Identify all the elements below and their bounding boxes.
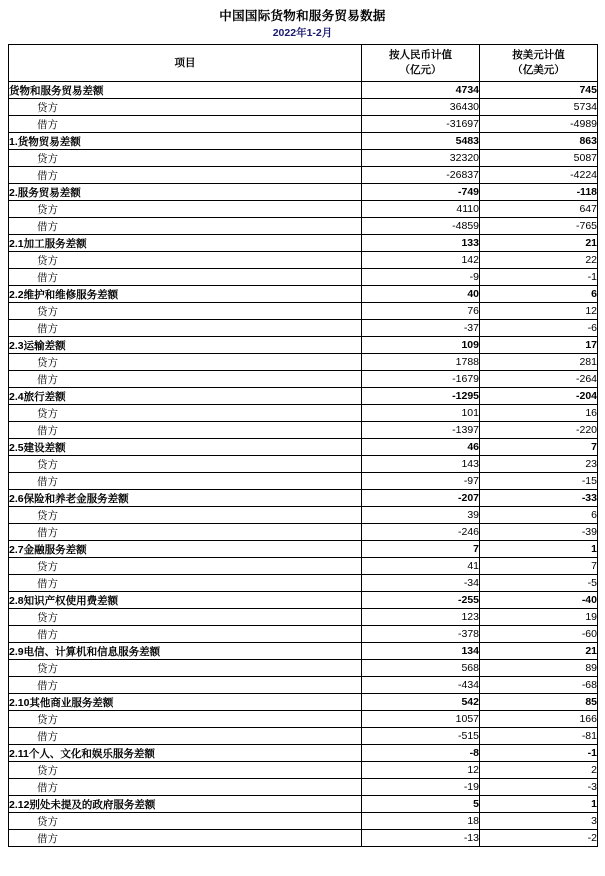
row-value-rmb: 18 xyxy=(362,813,480,830)
row-value-rmb: 109 xyxy=(362,337,480,354)
column-header-rmb-line1: 按人民币计值 xyxy=(389,49,452,61)
row-value-usd: -5 xyxy=(480,575,598,592)
row-value-usd: 2 xyxy=(480,762,598,779)
table-row xyxy=(9,201,598,218)
table-row xyxy=(9,473,598,490)
row-value-rmb: 12 xyxy=(362,762,480,779)
row-label: 2.1加工服务差额 xyxy=(9,235,362,252)
page-title: 中国国际货物和服务贸易数据 xyxy=(219,9,386,23)
row-value-rmb: -749 xyxy=(362,184,480,201)
row-value-rmb: -1295 xyxy=(362,388,480,405)
table-row xyxy=(9,235,598,252)
row-value-usd: -33 xyxy=(480,490,598,507)
row-label: 借方 xyxy=(9,575,362,592)
row-label: 借方 xyxy=(9,524,362,541)
row-value-usd: 6 xyxy=(480,507,598,524)
row-value-rmb: -378 xyxy=(362,626,480,643)
row-value-usd: 21 xyxy=(480,643,598,660)
table-row xyxy=(9,541,598,558)
row-label: 1.货物贸易差额 xyxy=(9,133,362,150)
row-value-usd: 3 xyxy=(480,813,598,830)
table-row xyxy=(9,643,598,660)
row-value-rmb: 5 xyxy=(362,796,480,813)
row-value-usd: -6 xyxy=(480,320,598,337)
row-label: 贷方 xyxy=(9,813,362,830)
row-value-usd: -4989 xyxy=(480,116,598,133)
row-value-usd: -1 xyxy=(480,269,598,286)
row-label: 借方 xyxy=(9,830,362,847)
row-value-usd: 1 xyxy=(480,796,598,813)
row-value-rmb: -246 xyxy=(362,524,480,541)
row-label: 借方 xyxy=(9,422,362,439)
row-label: 2.10其他商业服务差额 xyxy=(9,694,362,711)
row-value-usd: 863 xyxy=(480,133,598,150)
row-value-usd: -3 xyxy=(480,779,598,796)
column-header-item-label: 项目 xyxy=(174,56,196,69)
table-row xyxy=(9,116,598,133)
table-row xyxy=(9,575,598,592)
row-label: 贷方 xyxy=(9,609,362,626)
row-value-rmb: -1679 xyxy=(362,371,480,388)
table-row xyxy=(9,592,598,609)
row-value-usd: 22 xyxy=(480,252,598,269)
row-value-usd: -68 xyxy=(480,677,598,694)
table-row xyxy=(9,388,598,405)
row-value-rmb: -97 xyxy=(362,473,480,490)
row-value-usd: -81 xyxy=(480,728,598,745)
row-value-rmb: -1397 xyxy=(362,422,480,439)
row-label: 借方 xyxy=(9,677,362,694)
table-row xyxy=(9,796,598,813)
row-label: 借方 xyxy=(9,473,362,490)
row-label: 借方 xyxy=(9,371,362,388)
row-value-rmb: 32320 xyxy=(362,150,480,167)
table-row xyxy=(9,422,598,439)
row-value-rmb: -8 xyxy=(362,745,480,762)
table-row xyxy=(9,184,598,201)
row-label: 贷方 xyxy=(9,99,362,116)
row-value-usd: -118 xyxy=(480,184,598,201)
row-value-rmb: -434 xyxy=(362,677,480,694)
row-label: 2.6保险和养老金服务差额 xyxy=(9,490,362,507)
row-value-rmb: -26837 xyxy=(362,167,480,184)
row-value-rmb: -4859 xyxy=(362,218,480,235)
row-label: 借方 xyxy=(9,728,362,745)
row-label: 2.2维护和维修服务差额 xyxy=(9,286,362,303)
row-value-usd: 745 xyxy=(480,82,598,99)
row-label: 贷方 xyxy=(9,660,362,677)
row-value-usd: 89 xyxy=(480,660,598,677)
row-value-usd: -15 xyxy=(480,473,598,490)
table-row xyxy=(9,694,598,711)
row-value-usd: -204 xyxy=(480,388,598,405)
table-row xyxy=(9,677,598,694)
row-value-rmb: -515 xyxy=(362,728,480,745)
row-value-usd: 7 xyxy=(480,439,598,456)
row-value-rmb: 123 xyxy=(362,609,480,626)
row-value-rmb: -207 xyxy=(362,490,480,507)
row-label: 货物和服务贸易差额 xyxy=(9,82,362,99)
row-label: 2.9电信、计算机和信息服务差额 xyxy=(9,643,362,660)
column-header-item xyxy=(9,45,362,82)
row-value-usd: 5734 xyxy=(480,99,598,116)
table-row xyxy=(9,609,598,626)
row-label: 2.7金融服务差额 xyxy=(9,541,362,558)
row-value-rmb: 142 xyxy=(362,252,480,269)
row-value-usd: 12 xyxy=(480,303,598,320)
row-value-usd: -39 xyxy=(480,524,598,541)
row-value-rmb: 134 xyxy=(362,643,480,660)
row-value-rmb: 76 xyxy=(362,303,480,320)
row-label: 2.4旅行差额 xyxy=(9,388,362,405)
row-value-rmb: -37 xyxy=(362,320,480,337)
row-label: 贷方 xyxy=(9,711,362,728)
row-label: 贷方 xyxy=(9,354,362,371)
table-row xyxy=(9,711,598,728)
row-value-rmb: 1788 xyxy=(362,354,480,371)
table-row xyxy=(9,354,598,371)
table-row xyxy=(9,439,598,456)
row-label: 2.3运输差额 xyxy=(9,337,362,354)
table-row xyxy=(9,626,598,643)
table-row xyxy=(9,320,598,337)
table-row xyxy=(9,524,598,541)
row-value-rmb: 568 xyxy=(362,660,480,677)
row-value-rmb: 5483 xyxy=(362,133,480,150)
row-value-usd: -40 xyxy=(480,592,598,609)
row-label: 贷方 xyxy=(9,558,362,575)
table-row xyxy=(9,99,598,116)
row-value-usd: 281 xyxy=(480,354,598,371)
row-value-usd: 647 xyxy=(480,201,598,218)
table-row xyxy=(9,558,598,575)
table-row xyxy=(9,728,598,745)
row-value-usd: 166 xyxy=(480,711,598,728)
row-label: 借方 xyxy=(9,218,362,235)
row-value-rmb: -19 xyxy=(362,779,480,796)
table-row xyxy=(9,745,598,762)
row-value-usd: 1 xyxy=(480,541,598,558)
row-value-usd: -60 xyxy=(480,626,598,643)
table-row xyxy=(9,490,598,507)
row-value-usd: 5087 xyxy=(480,150,598,167)
row-label: 贷方 xyxy=(9,201,362,218)
row-value-usd: 19 xyxy=(480,609,598,626)
table-row xyxy=(9,337,598,354)
table-header xyxy=(9,45,598,82)
row-value-usd: 16 xyxy=(480,405,598,422)
row-value-rmb: 101 xyxy=(362,405,480,422)
row-label: 贷方 xyxy=(9,303,362,320)
row-value-rmb: 41 xyxy=(362,558,480,575)
row-label: 2.12别处未提及的政府服务差额 xyxy=(9,796,362,813)
row-value-rmb: 39 xyxy=(362,507,480,524)
row-value-usd: -220 xyxy=(480,422,598,439)
table-row xyxy=(9,507,598,524)
row-value-rmb: 4110 xyxy=(362,201,480,218)
row-label: 贷方 xyxy=(9,762,362,779)
row-value-rmb: 40 xyxy=(362,286,480,303)
row-value-rmb: 46 xyxy=(362,439,480,456)
row-value-usd: 21 xyxy=(480,235,598,252)
row-value-usd: 23 xyxy=(480,456,598,473)
row-label: 借方 xyxy=(9,269,362,286)
page-subtitle: 2022年1-2月 xyxy=(272,27,333,39)
table-row xyxy=(9,82,598,99)
column-header-usd-line2: （亿美元） xyxy=(512,64,565,76)
table-row xyxy=(9,150,598,167)
row-label: 2.服务贸易差额 xyxy=(9,184,362,201)
row-value-rmb: 143 xyxy=(362,456,480,473)
row-value-usd: 7 xyxy=(480,558,598,575)
table-row xyxy=(9,303,598,320)
row-value-rmb: 1057 xyxy=(362,711,480,728)
column-header-rmb-line2: （亿元） xyxy=(399,64,442,76)
row-value-rmb: 7 xyxy=(362,541,480,558)
row-label: 贷方 xyxy=(9,507,362,524)
row-value-rmb: 4734 xyxy=(362,82,480,99)
row-value-usd: 17 xyxy=(480,337,598,354)
row-value-rmb: -34 xyxy=(362,575,480,592)
column-header-usd-line1: 按美元计值 xyxy=(512,49,565,61)
row-label: 借方 xyxy=(9,116,362,133)
row-label: 贷方 xyxy=(9,405,362,422)
row-value-rmb: 542 xyxy=(362,694,480,711)
row-value-rmb: -13 xyxy=(362,830,480,847)
row-value-usd: -264 xyxy=(480,371,598,388)
table-body xyxy=(9,82,598,847)
table-row xyxy=(9,371,598,388)
row-value-rmb: -9 xyxy=(362,269,480,286)
row-value-usd: 6 xyxy=(480,286,598,303)
table-row xyxy=(9,133,598,150)
table-row xyxy=(9,252,598,269)
row-value-rmb: -31697 xyxy=(362,116,480,133)
row-label: 借方 xyxy=(9,320,362,337)
row-label: 贷方 xyxy=(9,150,362,167)
row-label: 贷方 xyxy=(9,456,362,473)
row-value-usd: -4224 xyxy=(480,167,598,184)
table-row xyxy=(9,830,598,847)
trade-data-table xyxy=(8,44,598,847)
row-label: 2.5建设差额 xyxy=(9,439,362,456)
table-row xyxy=(9,779,598,796)
row-value-usd: -2 xyxy=(480,830,598,847)
row-value-usd: 85 xyxy=(480,694,598,711)
table-row xyxy=(9,456,598,473)
column-header-usd xyxy=(480,45,598,82)
table-row xyxy=(9,218,598,235)
row-value-rmb: 133 xyxy=(362,235,480,252)
row-value-usd: -765 xyxy=(480,218,598,235)
table-row xyxy=(9,286,598,303)
table-row xyxy=(9,762,598,779)
table-row xyxy=(9,813,598,830)
table-row xyxy=(9,660,598,677)
table-row xyxy=(9,167,598,184)
column-header-rmb xyxy=(362,45,480,82)
row-label: 2.11个人、文化和娱乐服务差额 xyxy=(9,745,362,762)
row-value-usd: -1 xyxy=(480,745,598,762)
row-label: 借方 xyxy=(9,626,362,643)
row-label: 贷方 xyxy=(9,252,362,269)
row-value-rmb: 36430 xyxy=(362,99,480,116)
row-value-rmb: -255 xyxy=(362,592,480,609)
row-label: 借方 xyxy=(9,779,362,796)
row-label: 借方 xyxy=(9,167,362,184)
table-row xyxy=(9,269,598,286)
row-label: 2.8知识产权使用费差额 xyxy=(9,592,362,609)
table-row xyxy=(9,405,598,422)
